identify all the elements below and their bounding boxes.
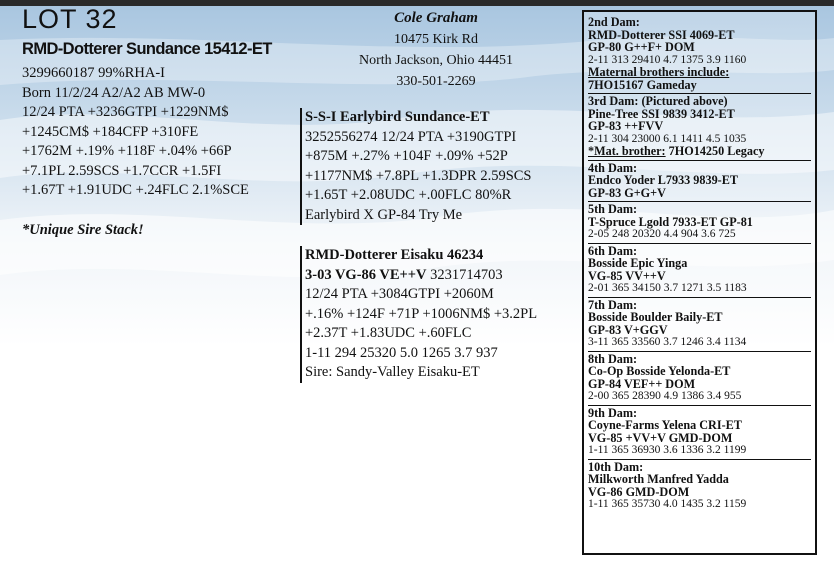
pedigree-dam-classification: VG-85 +VV+V GMD-DOM xyxy=(588,430,733,445)
bull-info-line: +1245CM$ +184CFP +310FE xyxy=(22,123,199,140)
pedigree-dam-heading: 10th Dam: xyxy=(588,459,644,474)
pedigree-dam-block xyxy=(588,161,811,203)
pedigree-dam-block xyxy=(588,202,811,244)
bull-info-line: +7.1PL 2.59SCS +1.7CCR +1.5FI xyxy=(22,162,222,179)
pedigree-dam-block xyxy=(588,352,811,406)
pedigree-dam-classification: GP-84 VEF++ DOM xyxy=(588,376,696,391)
pedigree-dam-classification: VG-85 VV++V xyxy=(588,268,666,283)
bull-info-line: +1.67T +1.91UDC +.24FLC 2.1%SCE xyxy=(22,182,249,198)
sire-line: 3252556274 12/24 PTA +3190GTPI xyxy=(305,128,517,145)
owner-address: 10475 Kirk Rd xyxy=(394,32,478,47)
sire-line: Earlybird X GP-84 Try Me xyxy=(305,206,463,223)
pedigree-dam-heading: 3rd Dam: (Pictured above) xyxy=(588,94,728,108)
pedigree-dam-production: 1-11 365 36930 3.6 1336 3.2 1199 xyxy=(588,444,747,456)
pedigree-dam-block xyxy=(588,15,811,94)
sire-line: +1177NM$ +7.8PL +1.3DPR 2.59SCS xyxy=(305,167,532,184)
dam-class-score: 3-03 VG-86 VE++V xyxy=(305,266,427,283)
bull-info-line: 12/24 PTA +3236GTPI +1229NM$ xyxy=(22,104,229,120)
sire-stack-note: *Unique Sire Stack! xyxy=(22,222,144,238)
bull-info-line: +1762M +.19% +118F +.04% +66P xyxy=(22,143,232,159)
pedigree-dam-production: 2-01 365 34150 3.7 1271 3.5 1183 xyxy=(588,282,747,294)
pedigree-dam-classification: VG-86 GMD-DOM xyxy=(588,484,690,499)
pedigree-dam-name: Milkworth Manfred Yadda xyxy=(588,472,729,486)
pedigree-dam-classification: GP-83 G+G+V xyxy=(588,185,666,200)
pedigree-dam-production: 3-11 365 33560 3.7 1246 3.4 1134 xyxy=(588,336,747,348)
dam-line: 1-11 294 25320 5.0 1265 3.7 937 xyxy=(305,344,498,361)
pedigree-dam-block xyxy=(588,406,811,460)
pedigree-dam-heading: 7th Dam: xyxy=(588,297,638,312)
pedigree-dam-name: RMD-Dotterer SSI 4069-ET xyxy=(588,27,735,42)
pedigree-dam-classification: GP-83 V+GGV xyxy=(588,322,668,337)
maternal-brother-line xyxy=(588,79,811,92)
pedigree-dam-name: Bosside Epic Yinga xyxy=(588,256,688,270)
dam-section xyxy=(300,246,537,383)
pedigree-dam-block xyxy=(588,94,811,161)
bull-info-line: Born 11/2/24 A2/A2 AB MW-0 xyxy=(22,84,206,101)
pedigree-dam-classification: GP-83 ++FVV xyxy=(588,119,664,133)
maternal-brother-name: 7HO14250 Legacy xyxy=(665,144,765,158)
maternal-pedigree-box xyxy=(582,10,817,555)
bull-info xyxy=(22,64,249,201)
pedigree-dam-heading: 8th Dam: xyxy=(588,351,638,366)
pedigree-dam-production: 2-11 304 23000 6.1 1411 4.5 1035 xyxy=(588,132,747,145)
pedigree-dam-name: Bosside Boulder Baily-ET xyxy=(588,310,723,324)
pedigree-dam-heading: 5th Dam: xyxy=(588,202,638,216)
pedigree-dam-production: 2-11 313 29410 4.7 1375 3.9 1160 xyxy=(588,53,747,66)
pedigree-dam-production: 1-11 365 35730 4.0 1435 3.2 1159 xyxy=(588,498,747,510)
pedigree-dam-name: Co-Op Bosside Yelonda-ET xyxy=(588,364,731,378)
pedigree-dam-heading: 2nd Dam: xyxy=(588,15,640,29)
owner-name: Cole Graham xyxy=(394,10,478,26)
pedigree-dam-heading: 4th Dam: xyxy=(588,160,638,175)
maternal-brother-text: 7HO15167 Gameday xyxy=(588,77,697,92)
pedigree-dam-production: 2-05 248 20320 4.4 904 3.6 725 xyxy=(588,228,736,240)
lot-number: LOT 32 xyxy=(22,4,118,34)
maternal-brother-text: *Mat. brother: xyxy=(588,144,666,158)
owner-city: North Jackson, Ohio 44451 xyxy=(359,53,513,68)
dam-classification xyxy=(305,266,537,286)
dam-line: Sire: Sandy-Valley Eisaku-ET xyxy=(305,364,480,380)
pedigree-dam-heading: 6th Dam: xyxy=(588,243,638,258)
bull-name: RMD-Dotterer Sundance 15412-ET xyxy=(22,40,272,58)
pedigree-dam-name: T-Spruce Lgold 7933-ET GP-81 xyxy=(588,214,753,229)
pedigree-dam-classification: GP-80 G++F+ DOM xyxy=(588,40,695,54)
sire-line: +875M +.27% +104F +.09% +52P xyxy=(305,148,508,164)
pedigree-dam-production: 2-00 365 28390 4.9 1386 3.4 955 xyxy=(588,390,742,402)
dam-name: RMD-Dotterer Eisaku 46234 xyxy=(305,247,484,263)
pedigree-dam-name: Endco Yoder L7933 9839-ET xyxy=(588,173,738,187)
pedigree-dam-block xyxy=(588,298,811,352)
maternal-brother-line xyxy=(588,145,811,158)
owner-phone: 330-501-2269 xyxy=(396,74,476,89)
dam-line: 12/24 PTA +3084GTPI +2060M xyxy=(305,286,494,302)
dam-reg-number: 3231714703 xyxy=(426,266,503,283)
maternal-brother-text: Maternal brothers include: xyxy=(588,65,730,79)
pedigree-dam-heading: 9th Dam: xyxy=(588,405,638,420)
pedigree-dam-block xyxy=(588,460,811,513)
owner-contact xyxy=(336,8,536,92)
pedigree-dam-name: Pine-Tree SSI 9839 3412-ET xyxy=(588,106,735,121)
sire-name: S-S-I Earlybird Sundance-ET xyxy=(305,109,490,125)
pedigree-dam-block xyxy=(588,244,811,298)
dam-line: +2.37T +1.83UDC +.60FLC xyxy=(305,325,472,341)
pedigree-dam-name: Coyne-Farms Yelena CRI-ET xyxy=(588,418,742,432)
sire-line: +1.65T +2.08UDC +.00FLC 80%R xyxy=(305,187,512,203)
dam-line: +.16% +124F +71P +1006NM$ +3.2PL xyxy=(305,305,538,322)
sire-section xyxy=(300,108,532,225)
bull-info-line: 3299660187 99%RHA-I xyxy=(22,65,165,81)
